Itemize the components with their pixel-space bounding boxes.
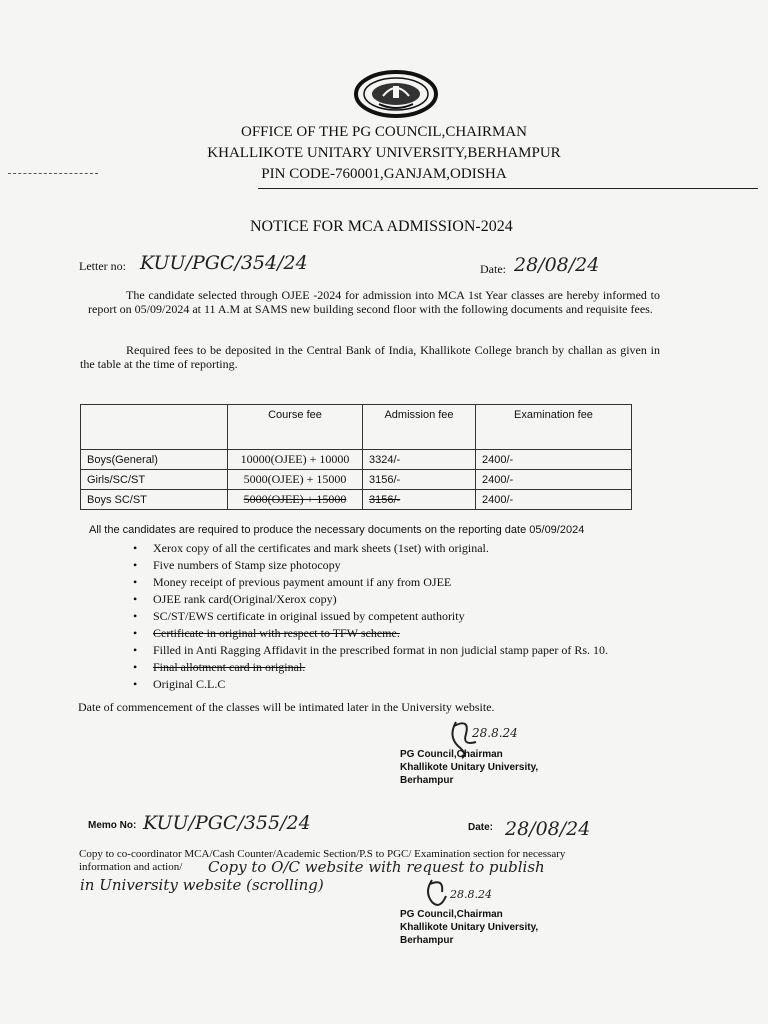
intro-paragraph: The candidate selected through OJEE -2024 for admission into MCA 1st Year classes are hereby informed to report on 05/09/2024 at 11 A.M at SAMS new building second floor with the following documents and requisite fees. xyxy=(88,288,660,316)
list-item: • OJEE rank card(Original/Xerox copy) xyxy=(133,592,337,606)
list-item: • Final allotment card in original. xyxy=(133,660,306,674)
signatory-title: PG Council,Chairman xyxy=(400,749,503,760)
documents-intro: All the candidates are required to produce the necessary documents on the reporting date 05/09/2024 xyxy=(89,524,585,536)
table-cell: 10000(OJEE) + 10000 xyxy=(228,450,363,470)
letter-label: Letter no: xyxy=(79,259,126,273)
signatory-university: Khallikote Unitary University, xyxy=(400,922,539,933)
commencement-note: Date of commencement of the classes will be intimated later in the University website. xyxy=(78,700,495,714)
table-cell: 2400/- xyxy=(476,470,632,490)
documents-list xyxy=(133,541,608,694)
table-header xyxy=(81,405,228,450)
signatory-city: Berhampur xyxy=(400,935,454,946)
memo-date: 28/08/24 xyxy=(505,818,591,840)
signatory-university: Khallikote Unitary University, xyxy=(400,762,539,773)
table-cell: 5000(OJEE) + 15000 xyxy=(228,470,363,490)
table-header: Course fee xyxy=(228,405,363,450)
letter-number: KUU/PGC/354/24 xyxy=(140,252,308,274)
handwritten-note: Copy to O/C website with request to publish xyxy=(208,858,545,876)
pin-code: PIN CODE-760001,GANJAM,ODISHA xyxy=(261,166,507,182)
memo-date-label: Date: xyxy=(468,822,494,833)
table-cell: 3156/- xyxy=(363,470,476,490)
list-item: • Money receipt of previous payment amount if any from OJEE xyxy=(133,575,452,589)
scan-mark xyxy=(8,173,98,174)
list-item: • Original C.L.C xyxy=(133,677,226,691)
list-item: • Xerox copy of all the certificates and mark sheets (1set) with original. xyxy=(133,541,489,555)
fees-paragraph: Required fees to be deposited in the Central Bank of India, Khallikote College branch by challan as given in the table at the time of reporting. xyxy=(80,343,660,371)
signature-date: 28.8.24 xyxy=(450,888,492,901)
table-cell: Boys(General) xyxy=(81,450,228,470)
signatory-block xyxy=(400,748,538,787)
copy-to-line: Copy to co-coordinator MCA/Cash Counter/Academic Section/P.S to PGC/ Examination section for necessary xyxy=(79,848,566,860)
handwritten-note: in University website (scrolling) xyxy=(80,876,324,894)
notice-title: NOTICE FOR MCA ADMISSION-2024 xyxy=(250,218,513,235)
letter-date: 28/08/24 xyxy=(514,254,600,276)
list-item: • SC/ST/EWS certificate in original issued by competent authority xyxy=(133,609,465,623)
list-item: • Five numbers of Stamp size photocopy xyxy=(133,558,341,572)
header-divider xyxy=(258,188,758,189)
list-item: • Certificate in original with respect to TFW scheme. xyxy=(133,626,400,640)
table-cell: 5000(OJEE) + 15000 xyxy=(228,490,363,510)
table-cell: 3324/- xyxy=(363,450,476,470)
table-cell: Boys SC/ST xyxy=(81,490,228,510)
signatory-city: Berhampur xyxy=(400,775,454,786)
signature-date: 28.8.24 xyxy=(472,726,518,740)
fee-table xyxy=(80,404,632,510)
memo-number: KUU/PGC/355/24 xyxy=(143,812,311,834)
table-cell: 3156/- xyxy=(363,490,476,510)
office-title: OFFICE OF THE PG COUNCIL,CHAIRMAN xyxy=(240,124,527,140)
table-row xyxy=(81,450,632,470)
table-row xyxy=(81,490,632,510)
table-header: Admission fee xyxy=(363,405,476,450)
university-name: KHALLIKOTE UNITARY UNIVERSITY,BERHAMPUR xyxy=(207,145,561,161)
university-seal-icon xyxy=(353,70,439,118)
signatory-block xyxy=(400,908,538,947)
list-item: • Filled in Anti Ragging Affidavit in the prescribed format in non judicial stamp paper of Rs. 10. xyxy=(133,643,609,657)
letter-date-label: Date: xyxy=(480,262,506,276)
table-header-row xyxy=(81,405,632,450)
table-cell: Girls/SC/ST xyxy=(81,470,228,490)
table-cell: 2400/- xyxy=(476,490,632,510)
signatory-title: PG Council,Chairman xyxy=(400,909,503,920)
copy-to-action: information and action/ xyxy=(79,861,183,873)
table-cell: 2400/- xyxy=(476,450,632,470)
table-header: Examination fee xyxy=(476,405,632,450)
memo-label: Memo No: xyxy=(88,820,137,831)
table-row xyxy=(81,470,632,490)
